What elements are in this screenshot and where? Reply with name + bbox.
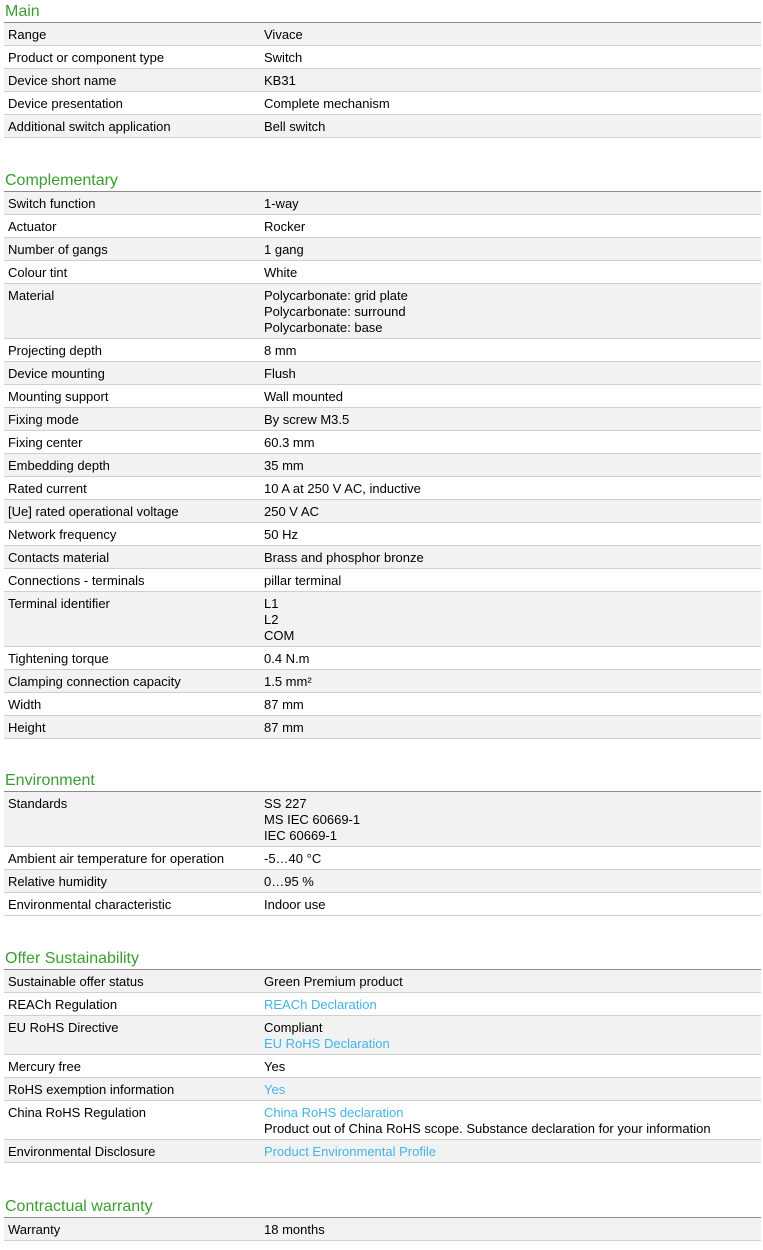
spec-label: Contacts material — [8, 550, 110, 565]
spec-value: MS IEC 60669-1 — [264, 812, 361, 827]
spec-value: L2 — [264, 612, 279, 627]
spec-value: Vivace — [264, 27, 303, 42]
spec-label: Actuator — [8, 219, 57, 234]
spec-row — [4, 46, 761, 69]
spec-value: 60.3 mm — [264, 435, 315, 450]
spec-values — [264, 1082, 285, 1098]
spec-row — [4, 215, 761, 238]
section-title: Contractual warranty — [4, 1197, 761, 1218]
section-main — [4, 2, 761, 138]
spec-label: Number of gangs — [8, 242, 108, 257]
spec-values — [264, 343, 297, 359]
spec-value: Green Premium product — [264, 974, 403, 989]
spec-values — [264, 1059, 285, 1075]
spec-value-link[interactable]: REACh Declaration — [264, 997, 377, 1012]
spec-label: Device short name — [8, 73, 117, 88]
spec-row — [4, 569, 761, 592]
spec-values — [264, 481, 421, 497]
spec-label: Projecting depth — [8, 343, 102, 358]
spec-row — [4, 92, 761, 115]
spec-value: Polycarbonate: grid plate — [264, 288, 408, 303]
spec-values — [264, 435, 315, 451]
spec-value: 250 V AC — [264, 504, 319, 519]
spec-row — [4, 1078, 761, 1101]
spec-row — [4, 792, 761, 847]
spec-values — [264, 366, 296, 382]
spec-values — [264, 96, 390, 112]
spec-row — [4, 115, 761, 138]
spec-value: Indoor use — [264, 897, 326, 912]
spec-values — [264, 651, 310, 667]
spec-label: Relative humidity — [8, 874, 107, 889]
spec-label: Device mounting — [8, 366, 105, 381]
spec-row — [4, 385, 761, 408]
spec-value: IEC 60669-1 — [264, 828, 337, 843]
spec-label: Clamping connection capacity — [8, 674, 181, 689]
spec-values — [264, 720, 304, 736]
section-offer-sustainability — [4, 949, 761, 1163]
section-title: Environment — [4, 771, 761, 792]
spec-values — [264, 573, 341, 589]
spec-values — [264, 1020, 390, 1052]
spec-row — [4, 261, 761, 284]
spec-value-link[interactable]: EU RoHS Declaration — [264, 1036, 390, 1051]
spec-values — [264, 242, 304, 258]
spec-label: Width — [8, 697, 42, 712]
spec-row — [4, 192, 761, 215]
spec-value: Polycarbonate: surround — [264, 304, 406, 319]
spec-value: 18 months — [264, 1222, 325, 1237]
section-title: Complementary — [4, 171, 761, 192]
spec-values — [264, 288, 408, 336]
spec-value: SS 227 — [264, 796, 307, 811]
spec-label: Rated current — [8, 481, 87, 496]
spec-value: 1 gang — [264, 242, 304, 257]
spec-value: 35 mm — [264, 458, 304, 473]
spec-values — [264, 1222, 325, 1238]
spec-label: Connections - terminals — [8, 573, 145, 588]
spec-values — [264, 697, 304, 713]
spec-label: Material — [8, 288, 55, 303]
spec-label: Terminal identifier — [8, 596, 110, 611]
spec-value: Product out of China RoHS scope. Substance declaration for your information — [264, 1121, 711, 1136]
spec-row — [4, 993, 761, 1016]
spec-values — [264, 796, 360, 844]
spec-values — [264, 997, 377, 1013]
spec-row — [4, 870, 761, 893]
spec-label: Height — [8, 720, 46, 735]
spec-row — [4, 970, 761, 993]
spec-values — [264, 974, 403, 990]
spec-label: Device presentation — [8, 96, 123, 111]
spec-row — [4, 339, 761, 362]
spec-value: 1.5 mm² — [264, 674, 312, 689]
spec-row — [4, 1016, 761, 1055]
section-title: Main — [4, 2, 761, 23]
spec-value: KB31 — [264, 73, 296, 88]
spec-row — [4, 1101, 761, 1140]
spec-label: Range — [8, 27, 47, 42]
spec-row — [4, 69, 761, 92]
spec-row — [4, 670, 761, 693]
spec-value: Brass and phosphor bronze — [264, 550, 424, 565]
spec-values — [264, 897, 325, 913]
spec-label: Warranty — [8, 1222, 61, 1237]
spec-value: 8 mm — [264, 343, 297, 358]
spec-value: 0…95 % — [264, 874, 314, 889]
spec-label: Fixing center — [8, 435, 83, 450]
section-title: Offer Sustainability — [4, 949, 761, 970]
spec-values — [264, 412, 349, 428]
spec-value: By screw M3.5 — [264, 412, 350, 427]
spec-label: Fixing mode — [8, 412, 79, 427]
spec-row — [4, 408, 761, 431]
spec-values — [264, 389, 343, 405]
spec-values — [264, 674, 312, 690]
spec-value-link[interactable]: China RoHS declaration — [264, 1105, 404, 1120]
spec-values — [264, 50, 302, 66]
spec-label: Sustainable offer status — [8, 974, 144, 989]
spec-values — [264, 1105, 711, 1137]
spec-label: [Ue] rated operational voltage — [8, 504, 179, 519]
spec-values — [264, 458, 304, 474]
spec-value: 1-way — [264, 196, 299, 211]
spec-value: Bell switch — [264, 119, 326, 134]
spec-label: Embedding depth — [8, 458, 110, 473]
spec-value: 0.4 N.m — [264, 651, 310, 666]
spec-values — [264, 874, 314, 890]
spec-row — [4, 238, 761, 261]
spec-label: Ambient air temperature for operation — [8, 851, 225, 866]
spec-value-link[interactable]: Yes — [264, 1082, 286, 1097]
spec-label: Colour tint — [8, 265, 68, 280]
spec-value: -5…40 °C — [264, 851, 322, 866]
spec-values — [264, 527, 298, 543]
spec-label: Product or component type — [8, 50, 165, 65]
spec-label: REACh Regulation — [8, 997, 118, 1012]
spec-value: 87 mm — [264, 697, 304, 712]
spec-value: Wall mounted — [264, 389, 343, 404]
section-environment — [4, 771, 761, 916]
spec-label: EU RoHS Directive — [8, 1020, 119, 1035]
spec-row — [4, 362, 761, 385]
spec-value: Complete mechanism — [264, 96, 390, 111]
spec-row — [4, 1218, 761, 1241]
spec-label: Mercury free — [8, 1059, 81, 1074]
spec-label: Environmental characteristic — [8, 897, 172, 912]
spec-row — [4, 284, 761, 339]
spec-row — [4, 847, 761, 870]
spec-value-link[interactable]: Product Environmental Profile — [264, 1144, 436, 1159]
spec-row — [4, 647, 761, 670]
spec-row — [4, 893, 761, 916]
spec-value: 87 mm — [264, 720, 304, 735]
spec-row — [4, 23, 761, 46]
spec-value: Switch — [264, 50, 303, 65]
spec-row — [4, 431, 761, 454]
spec-value: L1 — [264, 596, 279, 611]
spec-row — [4, 523, 761, 546]
spec-value: Rocker — [264, 219, 306, 234]
spec-row — [4, 477, 761, 500]
spec-values — [264, 851, 321, 867]
spec-values — [264, 265, 297, 281]
spec-value: pillar terminal — [264, 573, 342, 588]
spec-row — [4, 716, 761, 739]
spec-value: 10 A at 250 V AC, inductive — [264, 481, 421, 496]
spec-value: Flush — [264, 366, 296, 381]
spec-value: Yes — [264, 1059, 286, 1074]
spec-label: Mounting support — [8, 389, 109, 404]
spec-label: China RoHS Regulation — [8, 1105, 147, 1120]
spec-values — [264, 219, 305, 235]
spec-value: Compliant — [264, 1020, 323, 1035]
section-contractual-warranty — [4, 1197, 761, 1241]
section-complementary — [4, 171, 761, 739]
spec-row — [4, 1140, 761, 1163]
spec-values — [264, 73, 296, 89]
spec-label: Additional switch application — [8, 119, 171, 134]
spec-row — [4, 454, 761, 477]
spec-values — [264, 1144, 436, 1160]
spec-value: Polycarbonate: base — [264, 320, 383, 335]
spec-value: COM — [264, 628, 295, 643]
spec-label: Network frequency — [8, 527, 117, 542]
spec-row — [4, 1055, 761, 1078]
spec-values — [264, 196, 299, 212]
spec-row — [4, 546, 761, 569]
spec-values — [264, 27, 303, 43]
spec-values — [264, 596, 294, 644]
spec-label: Switch function — [8, 196, 96, 211]
spec-values — [264, 550, 424, 566]
spec-label: Tightening torque — [8, 651, 109, 666]
spec-label: Environmental Disclosure — [8, 1144, 156, 1159]
spec-value: White — [264, 265, 298, 280]
spec-row — [4, 592, 761, 647]
spec-row — [4, 693, 761, 716]
spec-values — [264, 119, 325, 135]
spec-value: 50 Hz — [264, 527, 298, 542]
spec-row — [4, 500, 761, 523]
spec-label: Standards — [8, 796, 68, 811]
spec-values — [264, 504, 319, 520]
spec-label: RoHS exemption information — [8, 1082, 175, 1097]
